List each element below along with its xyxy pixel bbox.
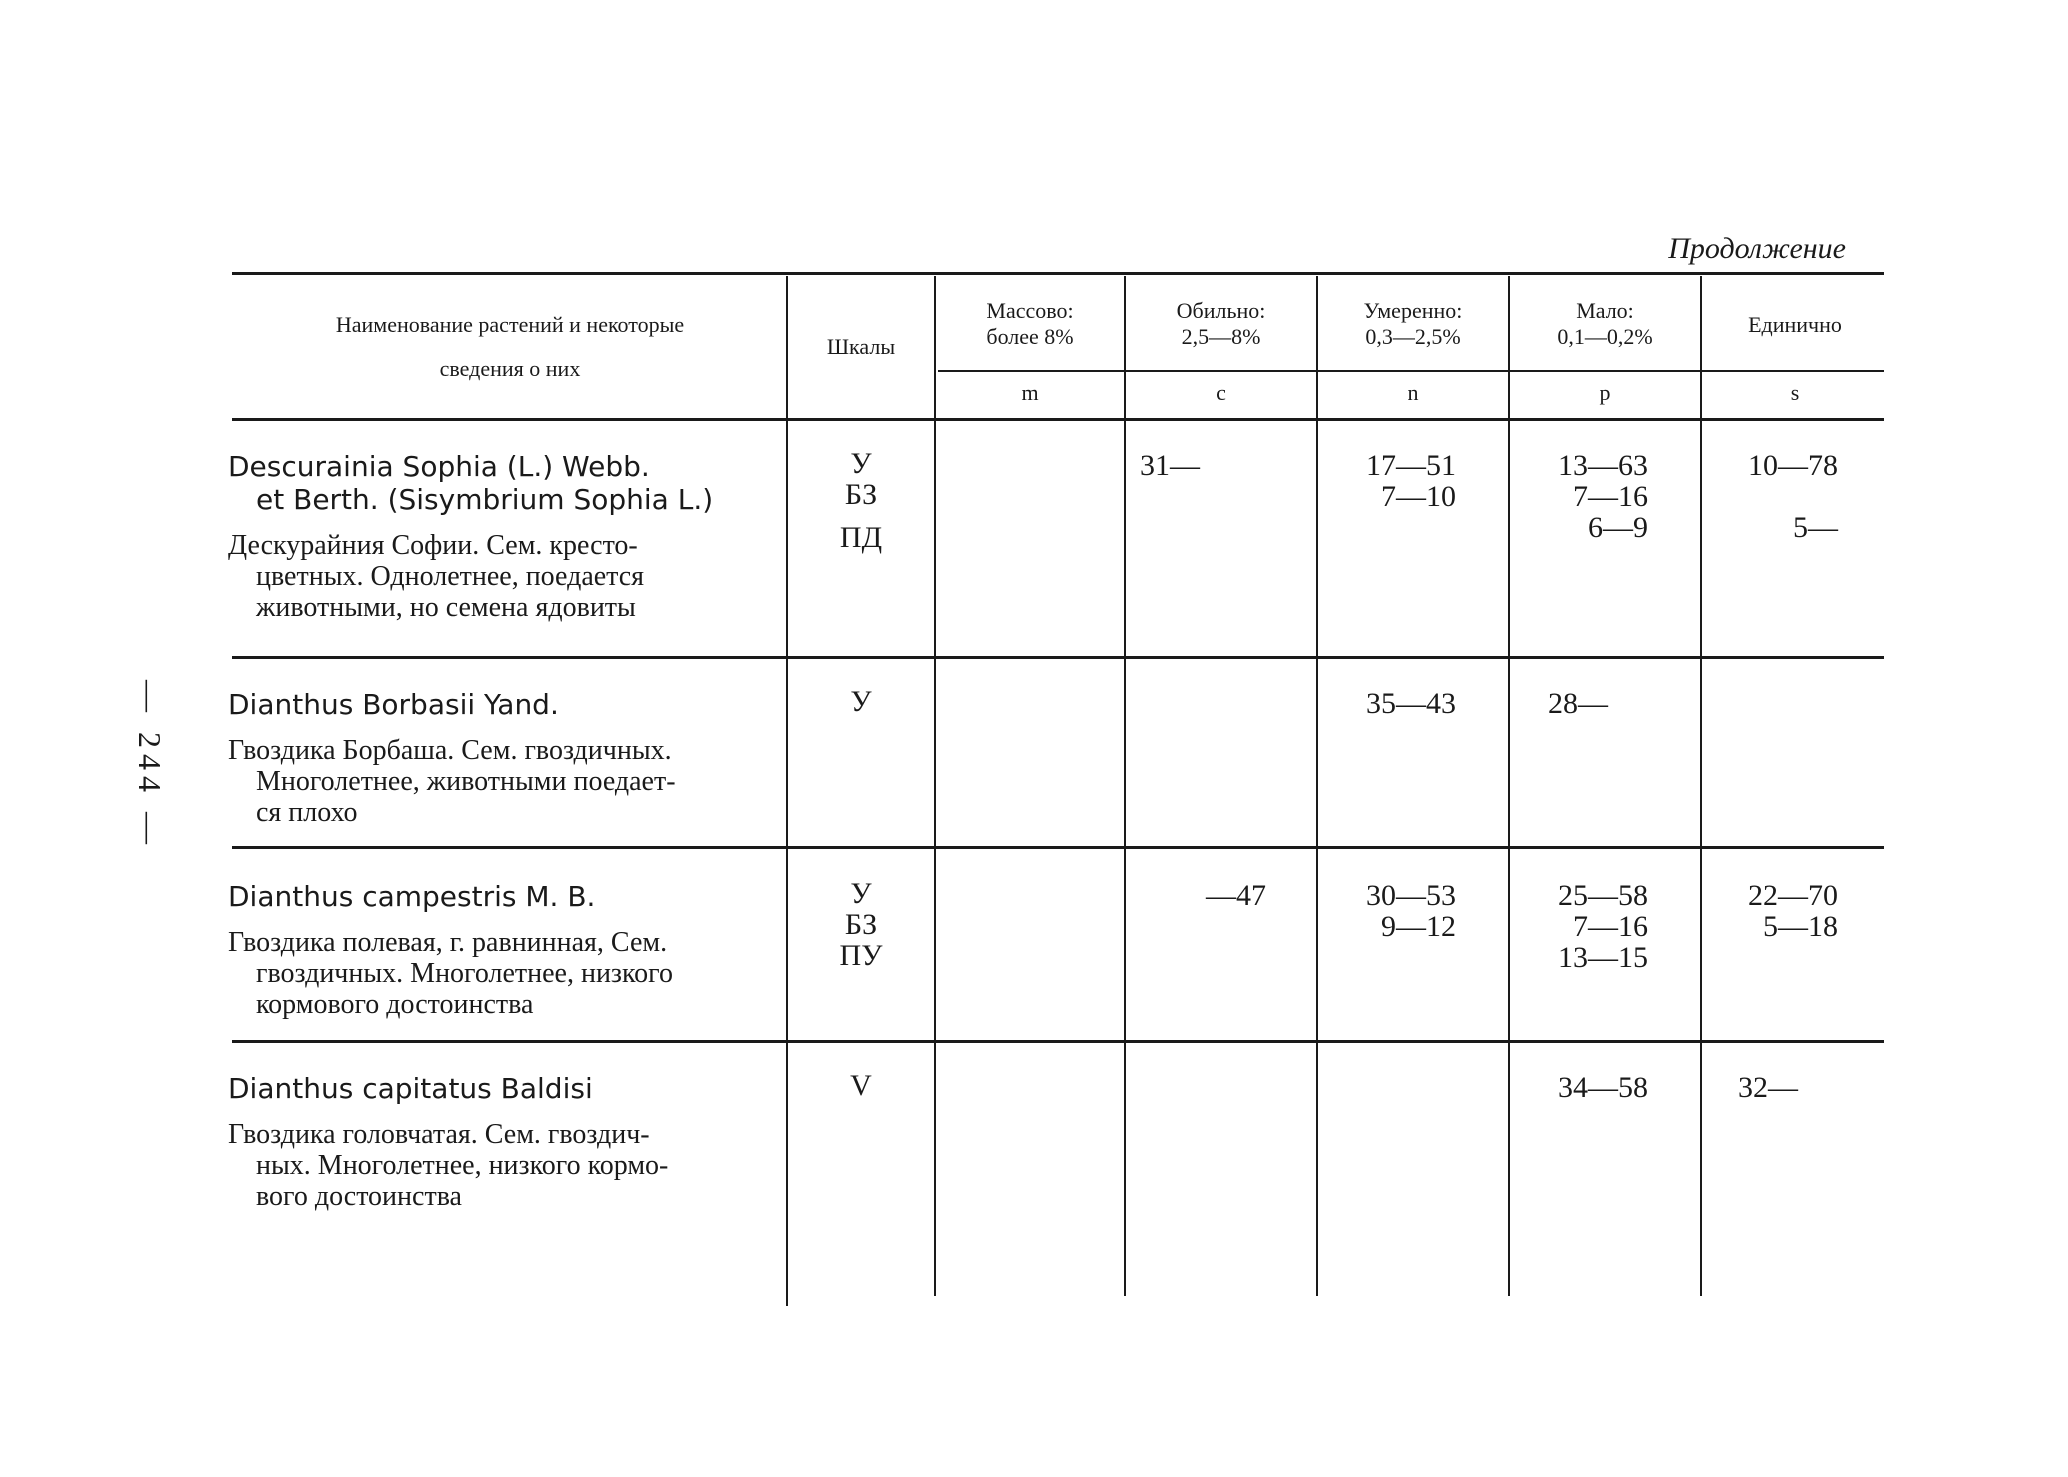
- row-1-name: [228, 450, 768, 623]
- row-2-n: 35—43: [1366, 687, 1456, 720]
- row-1-c: 31—: [1140, 449, 1200, 482]
- row-4-name: [228, 1072, 768, 1212]
- row-2-desc-line1: Гвоздика Борбаша. Сем. гвоздичных.: [228, 735, 672, 766]
- header-group-malo: Мало: 0,1—0,2%: [1557, 298, 1653, 349]
- header-name-col: [240, 312, 780, 382]
- header-group-massovo: Массово: более 8%: [986, 298, 1074, 349]
- row-1-desc-line1: Дескурайния Софии. Сем. кресто-: [228, 530, 638, 561]
- row-4-desc-line1: Гвоздика головчатая. Сем. гвоздич-: [228, 1119, 650, 1150]
- row-2-p: 28—: [1548, 687, 1608, 720]
- row-3-c: —47: [1206, 879, 1266, 912]
- subheader-rule: [938, 370, 1884, 372]
- header-code-p: p: [1599, 380, 1611, 405]
- row-divider-3: [232, 1040, 1884, 1043]
- row-3-s: 22—70 5—18: [1748, 879, 1838, 943]
- header-scales-col: Шкалы: [826, 334, 896, 359]
- row-3-n: 30—53 9—12: [1366, 879, 1456, 943]
- row-3-latin-line1: Dianthus campestris M. B.: [228, 880, 596, 913]
- header-bottom-rule: [232, 418, 1884, 421]
- row-1-desc-line3: животными, но семена ядовиты: [256, 592, 636, 623]
- row-2-desc-line3: ся плохо: [256, 797, 358, 828]
- row-4-desc-line3: вого достоинства: [256, 1181, 462, 1212]
- header-code-n: n: [1407, 380, 1419, 405]
- row-3-desc-line3: кормового достоинства: [256, 989, 534, 1020]
- row-3-desc-line1: Гвоздика полевая, г. равнинная, Сем.: [228, 927, 668, 958]
- row-divider-1: [232, 656, 1884, 659]
- table-top-rule: [232, 272, 1884, 275]
- row-divider-2: [232, 846, 1884, 849]
- header-group-obilno: Обильно: 2,5—8%: [1176, 298, 1266, 349]
- col-rule-2: [934, 276, 936, 1296]
- row-3-p: 25—58 7—16 13—15: [1558, 879, 1648, 974]
- header-code-c: c: [1216, 380, 1226, 405]
- row-2-scales: У: [850, 685, 872, 718]
- col-rule-1: [786, 276, 788, 1306]
- row-4-desc-line2: ных. Многолетнее, низкого кормо-: [256, 1150, 669, 1181]
- header-name-line2: сведения о них: [439, 356, 581, 381]
- row-4-p: 34—58: [1558, 1071, 1648, 1104]
- col-rule-3: [1124, 276, 1126, 1296]
- row-1-scales: У БЗ ПД: [839, 447, 883, 554]
- header-group-umerenno: Умеренно: 0,3—2,5%: [1363, 298, 1463, 349]
- continuation-caption: Продолжение: [1668, 232, 1846, 265]
- row-1-p: 13—63 7—16 6—9: [1558, 449, 1648, 544]
- col-rule-6: [1700, 276, 1702, 1296]
- col-rule-4: [1316, 276, 1318, 1296]
- row-2-name: [228, 688, 768, 828]
- row-3-name: [228, 880, 768, 1020]
- row-1-desc-line2: цветных. Однолетнее, поедается: [256, 561, 645, 592]
- header-code-s: s: [1790, 380, 1800, 405]
- row-1-latin-line1: Descurainia Sophia (L.) Webb.: [228, 450, 650, 483]
- row-1-s: 10—78 5—: [1748, 449, 1838, 544]
- header-name-line1: Наименование растений и некоторые: [335, 312, 685, 337]
- row-2-latin-line1: Dianthus Borbasii Yand.: [228, 688, 559, 721]
- header-group-edinichno: Единично: [1748, 312, 1842, 337]
- row-4-scales: V: [850, 1069, 872, 1102]
- row-1-n: 17—51 7—10: [1366, 449, 1456, 513]
- row-3-scales: У БЗ ПУ: [839, 877, 883, 972]
- col-rule-5: [1508, 276, 1510, 1296]
- row-4-latin-line1: Dianthus capitatus Baldisi: [228, 1072, 593, 1105]
- row-4-s: 32—: [1738, 1071, 1798, 1104]
- row-1-latin-line2: et Berth. (Sisymbrium Sophia L.): [256, 483, 714, 516]
- header-code-m: m: [1021, 380, 1039, 405]
- row-2-desc-line2: Многолетнее, животными поедает-: [256, 766, 676, 797]
- row-3-desc-line2: гвоздичных. Многолетнее, низкого: [256, 958, 673, 989]
- page-number: — 244 —: [132, 680, 168, 850]
